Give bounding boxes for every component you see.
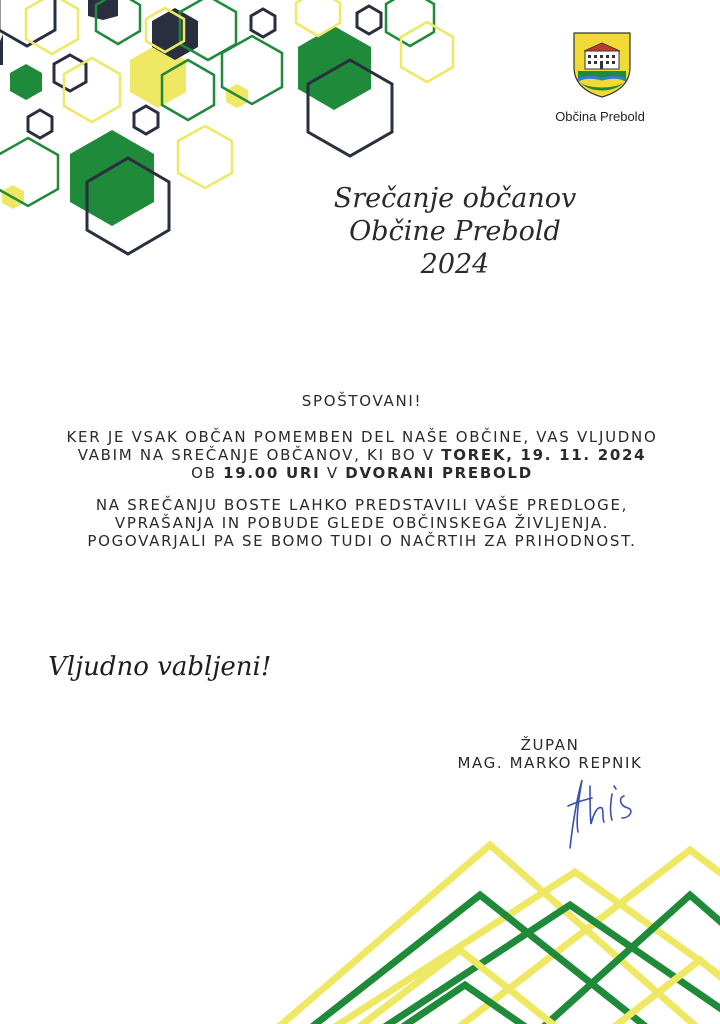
invitation-paragraph bbox=[62, 428, 662, 482]
event-date: TOREK, 19. 11. 2024 bbox=[441, 446, 647, 464]
signatory-name: MAG. MARKO REPNIK bbox=[457, 754, 643, 772]
coat-of-arms-logo bbox=[572, 31, 632, 99]
event-venue: DVORANI PREBOLD bbox=[345, 464, 533, 482]
event-title bbox=[280, 182, 630, 281]
greeting: SPOŠTOVANI! bbox=[301, 392, 423, 410]
municipality-name: Občina Prebold bbox=[555, 109, 645, 124]
event-time: 19.00 URI bbox=[223, 464, 321, 482]
handwritten-signature bbox=[560, 772, 646, 852]
word-v: V bbox=[326, 464, 339, 482]
title-year: 2024 bbox=[420, 249, 490, 280]
proposal-paragraph: NA SREČANJU BOSTE LAHKO PREDSTAVILI VAŠE PREDLOGE, VPRAŠANJA IN POBUDE GLEDE OBČINSKEGA ŽIVLJENJA. POGOVARJALI PA SE BOMO TUDI O NAČRTIH ZA PRIHODNOST. bbox=[87, 496, 637, 550]
word-ob: OB bbox=[191, 464, 217, 482]
title-line-2: Občine Prebold bbox=[349, 216, 561, 247]
signatory-block bbox=[400, 736, 700, 772]
invitation-text: KER JE VSAK OBČAN POMEMBEN DEL NAŠE OBČINE, VAS VLJUDNO VABIM NA SREČANJE OBČANOV, KI BO V bbox=[66, 428, 658, 464]
signatory-role: ŽUPAN bbox=[520, 736, 580, 754]
closing-phrase: Vljudno vabljeni! bbox=[48, 652, 272, 682]
title-line-1: Srečanje občanov bbox=[333, 183, 577, 214]
